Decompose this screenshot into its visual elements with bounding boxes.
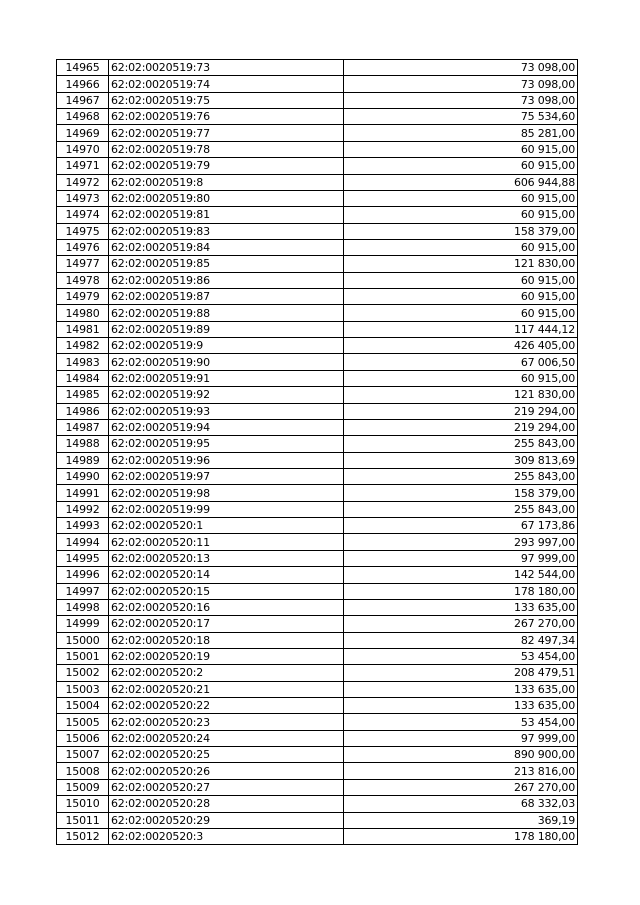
table-row <box>57 730 578 746</box>
row-number-cell: 14979 <box>57 289 109 305</box>
row-number-cell: 14969 <box>57 125 109 141</box>
table-row <box>57 763 578 779</box>
cadastral-number-cell: 62:02:0020519:95 <box>109 436 344 452</box>
cadastral-number-cell: 62:02:0020519:89 <box>109 321 344 337</box>
table-row <box>57 354 578 370</box>
table-row <box>57 518 578 534</box>
row-number-cell: 14970 <box>57 141 109 157</box>
table-row <box>57 468 578 484</box>
table-row <box>57 109 578 125</box>
row-number-cell: 15007 <box>57 747 109 763</box>
cadastral-number-cell: 62:02:0020520:27 <box>109 779 344 795</box>
row-number-cell: 15011 <box>57 812 109 828</box>
cadastral-number-cell: 62:02:0020520:23 <box>109 714 344 730</box>
table-row <box>57 796 578 812</box>
row-number-cell: 14984 <box>57 370 109 386</box>
row-number-cell: 15004 <box>57 698 109 714</box>
cadastral-number-cell: 62:02:0020519:75 <box>109 92 344 108</box>
cadastral-number-cell: 62:02:0020519:76 <box>109 109 344 125</box>
row-number-cell: 15002 <box>57 665 109 681</box>
table-row <box>57 485 578 501</box>
cadastral-value-cell: 142 544,00 <box>344 567 578 583</box>
table-row <box>57 158 578 174</box>
row-number-cell: 14980 <box>57 305 109 321</box>
table-row <box>57 714 578 730</box>
cadastral-number-cell: 62:02:0020519:79 <box>109 158 344 174</box>
row-number-cell: 14973 <box>57 190 109 206</box>
table-row <box>57 616 578 632</box>
cadastral-value-cell: 219 294,00 <box>344 419 578 435</box>
cadastral-number-cell: 62:02:0020519:90 <box>109 354 344 370</box>
cadastral-value-cell: 60 915,00 <box>344 272 578 288</box>
table-row <box>57 305 578 321</box>
row-number-cell: 14983 <box>57 354 109 370</box>
cadastral-number-cell: 62:02:0020519:99 <box>109 501 344 517</box>
cadastral-number-cell: 62:02:0020519:86 <box>109 272 344 288</box>
cadastral-number-cell: 62:02:0020520:15 <box>109 583 344 599</box>
cadastral-number-cell: 62:02:0020519:80 <box>109 190 344 206</box>
table-row <box>57 321 578 337</box>
cadastral-value-cell: 255 843,00 <box>344 501 578 517</box>
table-row <box>57 550 578 566</box>
cadastral-number-cell: 62:02:0020519:74 <box>109 76 344 92</box>
row-number-cell: 14972 <box>57 174 109 190</box>
cadastral-number-cell: 62:02:0020520:14 <box>109 567 344 583</box>
cadastral-value-cell: 53 454,00 <box>344 714 578 730</box>
table-row <box>57 76 578 92</box>
cadastral-number-cell: 62:02:0020519:84 <box>109 239 344 255</box>
cadastral-number-cell: 62:02:0020520:11 <box>109 534 344 550</box>
table-row <box>57 583 578 599</box>
cadastral-number-cell: 62:02:0020519:9 <box>109 338 344 354</box>
cadastral-value-cell: 133 635,00 <box>344 681 578 697</box>
row-number-cell: 14987 <box>57 419 109 435</box>
cadastral-value-cell: 67 006,50 <box>344 354 578 370</box>
table-row <box>57 174 578 190</box>
cadastral-value-cell: 60 915,00 <box>344 305 578 321</box>
table-row <box>57 190 578 206</box>
table-row <box>57 812 578 828</box>
cadastral-number-cell: 62:02:0020519:81 <box>109 207 344 223</box>
cadastral-value-cell: 67 173,86 <box>344 518 578 534</box>
row-number-cell: 14976 <box>57 239 109 255</box>
cadastral-value-cell: 133 635,00 <box>344 599 578 615</box>
table-row <box>57 272 578 288</box>
table-row <box>57 403 578 419</box>
table-row <box>57 419 578 435</box>
cadastral-value-cell: 606 944,88 <box>344 174 578 190</box>
cadastral-value-cell: 73 098,00 <box>344 92 578 108</box>
cadastral-number-cell: 62:02:0020520:1 <box>109 518 344 534</box>
cadastral-value-cell: 369,19 <box>344 812 578 828</box>
row-number-cell: 14981 <box>57 321 109 337</box>
cadastral-value-cell: 426 405,00 <box>344 338 578 354</box>
row-number-cell: 14993 <box>57 518 109 534</box>
table-row <box>57 681 578 697</box>
cadastral-value-cell: 213 816,00 <box>344 763 578 779</box>
row-number-cell: 14991 <box>57 485 109 501</box>
cadastral-value-cell: 158 379,00 <box>344 223 578 239</box>
cadastral-number-cell: 62:02:0020520:25 <box>109 747 344 763</box>
cadastral-number-cell: 62:02:0020520:26 <box>109 763 344 779</box>
row-number-cell: 15008 <box>57 763 109 779</box>
table-body <box>57 60 578 845</box>
cadastral-number-cell: 62:02:0020519:77 <box>109 125 344 141</box>
row-number-cell: 14988 <box>57 436 109 452</box>
row-number-cell: 14992 <box>57 501 109 517</box>
table-row <box>57 207 578 223</box>
table-row <box>57 125 578 141</box>
table-row <box>57 338 578 354</box>
table-row <box>57 92 578 108</box>
cadastral-value-cell: 60 915,00 <box>344 239 578 255</box>
cadastral-number-cell: 62:02:0020520:24 <box>109 730 344 746</box>
row-number-cell: 14998 <box>57 599 109 615</box>
cadastral-number-cell: 62:02:0020519:96 <box>109 452 344 468</box>
row-number-cell: 14967 <box>57 92 109 108</box>
row-number-cell: 14978 <box>57 272 109 288</box>
cadastral-number-cell: 62:02:0020519:91 <box>109 370 344 386</box>
table-row <box>57 747 578 763</box>
row-number-cell: 14975 <box>57 223 109 239</box>
table-row <box>57 567 578 583</box>
cadastral-number-cell: 62:02:0020520:2 <box>109 665 344 681</box>
row-number-cell: 14966 <box>57 76 109 92</box>
cadastral-number-cell: 62:02:0020520:18 <box>109 632 344 648</box>
row-number-cell: 14968 <box>57 109 109 125</box>
cadastral-value-cell: 219 294,00 <box>344 403 578 419</box>
cadastral-value-cell: 121 830,00 <box>344 256 578 272</box>
row-number-cell: 14997 <box>57 583 109 599</box>
row-number-cell: 14999 <box>57 616 109 632</box>
row-number-cell: 14982 <box>57 338 109 354</box>
cadastral-value-cell: 97 999,00 <box>344 730 578 746</box>
cadastral-value-cell: 121 830,00 <box>344 387 578 403</box>
cadastral-number-cell: 62:02:0020519:83 <box>109 223 344 239</box>
cadastral-value-cell: 255 843,00 <box>344 468 578 484</box>
cadastral-value-cell: 208 479,51 <box>344 665 578 681</box>
row-number-cell: 14990 <box>57 468 109 484</box>
cadastral-value-cell: 60 915,00 <box>344 289 578 305</box>
table-row <box>57 452 578 468</box>
cadastral-number-cell: 62:02:0020519:88 <box>109 305 344 321</box>
cadastral-value-cell: 85 281,00 <box>344 125 578 141</box>
cadastral-value-cell: 158 379,00 <box>344 485 578 501</box>
row-number-cell: 15005 <box>57 714 109 730</box>
cadastral-value-cell: 293 997,00 <box>344 534 578 550</box>
cadastral-number-cell: 62:02:0020520:16 <box>109 599 344 615</box>
row-number-cell: 14989 <box>57 452 109 468</box>
row-number-cell: 14971 <box>57 158 109 174</box>
cadastral-number-cell: 62:02:0020519:93 <box>109 403 344 419</box>
cadastral-number-cell: 62:02:0020519:97 <box>109 468 344 484</box>
cadastral-value-cell: 890 900,00 <box>344 747 578 763</box>
cadastral-number-cell: 62:02:0020519:8 <box>109 174 344 190</box>
table-row <box>57 436 578 452</box>
cadastral-number-cell: 62:02:0020519:98 <box>109 485 344 501</box>
cadastral-value-cell: 75 534,60 <box>344 109 578 125</box>
cadastral-value-cell: 53 454,00 <box>344 648 578 664</box>
cadastral-value-cell: 68 332,03 <box>344 796 578 812</box>
cadastral-value-cell: 267 270,00 <box>344 616 578 632</box>
row-number-cell: 14994 <box>57 534 109 550</box>
cadastral-number-cell: 62:02:0020519:92 <box>109 387 344 403</box>
cadastral-value-cell: 117 444,12 <box>344 321 578 337</box>
cadastral-number-cell: 62:02:0020520:21 <box>109 681 344 697</box>
table-row <box>57 534 578 550</box>
cadastral-number-cell: 62:02:0020519:78 <box>109 141 344 157</box>
cadastral-value-cell: 178 180,00 <box>344 583 578 599</box>
cadastral-value-cell: 60 915,00 <box>344 370 578 386</box>
table-row <box>57 256 578 272</box>
table-row <box>57 698 578 714</box>
table-row <box>57 141 578 157</box>
cadastral-number-cell: 62:02:0020520:22 <box>109 698 344 714</box>
cadastral-number-cell: 62:02:0020519:94 <box>109 419 344 435</box>
cadastral-number-cell: 62:02:0020520:19 <box>109 648 344 664</box>
cadastral-number-cell: 62:02:0020520:29 <box>109 812 344 828</box>
row-number-cell: 15012 <box>57 828 109 844</box>
row-number-cell: 15003 <box>57 681 109 697</box>
row-number-cell: 14995 <box>57 550 109 566</box>
cadastral-value-cell: 97 999,00 <box>344 550 578 566</box>
cadastral-value-cell: 73 098,00 <box>344 60 578 76</box>
cadastral-value-cell: 60 915,00 <box>344 190 578 206</box>
table-row <box>57 632 578 648</box>
table-row <box>57 387 578 403</box>
cadastral-value-cell: 133 635,00 <box>344 698 578 714</box>
table-row <box>57 648 578 664</box>
cadastral-value-cell: 82 497,34 <box>344 632 578 648</box>
table-row <box>57 828 578 844</box>
cadastral-number-cell: 62:02:0020520:28 <box>109 796 344 812</box>
row-number-cell: 15006 <box>57 730 109 746</box>
cadastral-number-cell: 62:02:0020519:87 <box>109 289 344 305</box>
row-number-cell: 14965 <box>57 60 109 76</box>
row-number-cell: 14985 <box>57 387 109 403</box>
cadastral-number-cell: 62:02:0020520:17 <box>109 616 344 632</box>
cadastral-value-cell: 73 098,00 <box>344 76 578 92</box>
cadastral-value-cell: 255 843,00 <box>344 436 578 452</box>
cadastral-number-cell: 62:02:0020520:13 <box>109 550 344 566</box>
table-row <box>57 665 578 681</box>
cadastral-value-cell: 60 915,00 <box>344 158 578 174</box>
table-row <box>57 370 578 386</box>
table-row <box>57 239 578 255</box>
cadastral-number-cell: 62:02:0020519:85 <box>109 256 344 272</box>
table-row <box>57 60 578 76</box>
row-number-cell: 15009 <box>57 779 109 795</box>
cadastral-value-table <box>56 59 578 845</box>
table-row <box>57 223 578 239</box>
cadastral-value-cell: 60 915,00 <box>344 141 578 157</box>
table-row <box>57 501 578 517</box>
cadastral-value-cell: 309 813,69 <box>344 452 578 468</box>
row-number-cell: 15001 <box>57 648 109 664</box>
row-number-cell: 15000 <box>57 632 109 648</box>
cadastral-value-cell: 60 915,00 <box>344 207 578 223</box>
cadastral-value-cell: 267 270,00 <box>344 779 578 795</box>
cadastral-number-cell: 62:02:0020520:3 <box>109 828 344 844</box>
table-row <box>57 779 578 795</box>
row-number-cell: 14974 <box>57 207 109 223</box>
cadastral-number-cell: 62:02:0020519:73 <box>109 60 344 76</box>
table-row <box>57 289 578 305</box>
cadastral-value-cell: 178 180,00 <box>344 828 578 844</box>
row-number-cell: 14996 <box>57 567 109 583</box>
row-number-cell: 14977 <box>57 256 109 272</box>
row-number-cell: 14986 <box>57 403 109 419</box>
row-number-cell: 15010 <box>57 796 109 812</box>
table-row <box>57 599 578 615</box>
